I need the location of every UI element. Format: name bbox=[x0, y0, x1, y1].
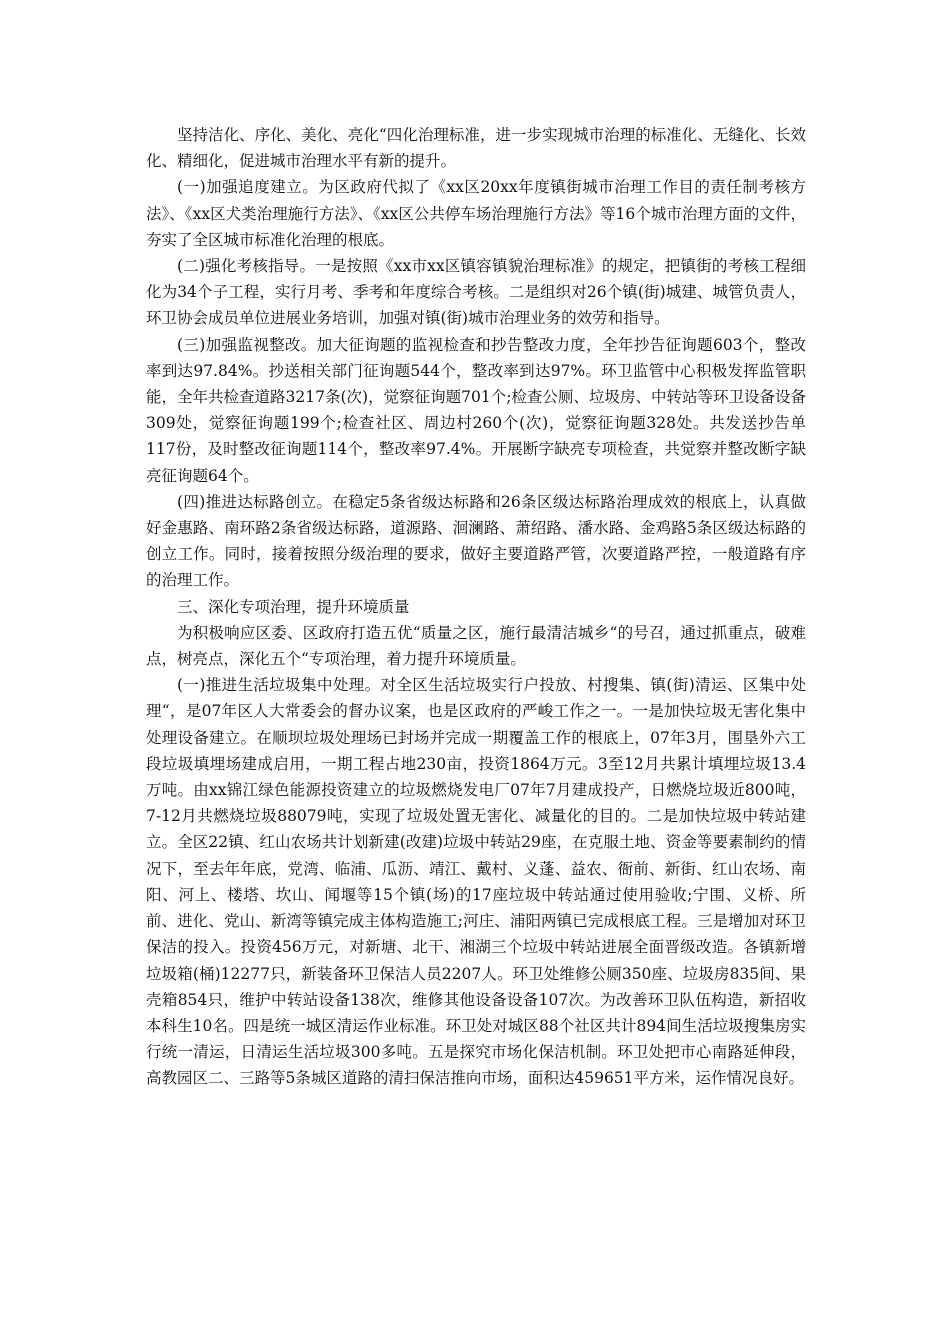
paragraph-section-intro: 为积极响应区委、区政府打造五优“质量之区，施行最清洁城乡“的号召，通过抓重点，破难点，树亮点，深化五个“专项治理，着力提升环境质量。 bbox=[146, 623, 806, 669]
paragraph-item-3: (三)加强监视整改。加大征询题的监视检查和抄告整改力度，全年抄告征询题603个，整改率到达97.84%。抄送相关部门征询题544个，整改率到达97%。环卫监管中心积极发挥监管职能，全年共检查道路3217条(次)，觉察征询题701个;检查公厕、垃圾房、中转站等环卫设备设备309处，觉察征询题199个;检查社区、周边村260个(次)，觉察征询题328处。共发送抄告单117份，及时整改征询题114个，整改率97.4%。开展断字缺亮专项检查，共觉察并整改断字缺亮征询题64个。 bbox=[146, 335, 806, 485]
paragraph-waste-processing: (一)推进生活垃圾集中处理。对全区生活垃圾实行户投放、村搜集、镇(街)清运、区集中处理“，是07年区人大常委会的督办议案，也是区政府的严峻工作之一。一是加快垃圾无害化集中处理设备建立。在顺坝垃圾处理场已封场并完成一期覆盖工作的根底上，07年3月，围垦外六工段垃圾填埋场建成启用，一期工程占地230亩，投资1864万元。3至12月共累计填埋垃圾13.4万吨。由xx锦江绿色能源投资建立的垃圾燃烧发电厂07年7月建成投产，日燃烧垃圾近800吨，7-12月共燃烧垃圾88079吨，实现了垃圾处置无害化、减量化的目的。二是加快垃圾中转站建立。全区22镇、红山农场共计划新建(改建)垃圾中转站29座，在克服土地、资金等要素制约的情况下，至去年年底，党湾、临浦、瓜沥、靖江、戴村、义蓬、益农、衙前、新街、红山农场、南阳、河上、楼塔、坎山、闻堰等15个镇(场)的17座垃圾中转站通过使用验收;宁围、义桥、所前、进化、党山、新湾等镇完成主体构造施工;河庄、浦阳两镇已完成根底工程。三是增加对环卫保洁的投入。投资456万元，对新塘、北干、湘湖三个垃圾中转站进展全面晋级改造。各镇新增垃圾箱(桶)12277只，新装备环卫保洁人员2207人。环卫处维修公厕350座、垃圾房835间、果壳箱854只，维护中转站设备138次，维修其他设备设备107次。为改善环卫队伍构造，新招收本科生10名。四是统一城区清运作业标准。环卫处对城区88个社区共计894间生活垃圾搜集房实行统一清运，日清运生活垃圾300多吨。五是探究市场化保洁机制。环卫处把市心南路延伸段，高教园区二、三路等5条城区道路的清扫保洁推向市场，面积达459651平方米，运作情况良好。 bbox=[146, 676, 806, 1088]
section-heading: 三、深化专项治理，提升环境质量 bbox=[177, 597, 410, 616]
paragraph-item-4: (四)推进达标路创立。在稳定5条省级达标路和26条区级达标路治理成效的根底上，认真做好金惠路、南环路2条省级达标路，道源路、洄澜路、萧绍路、潘水路、金鸡路5条区级达标路的创立工作。同时，接着按照分级治理的要求，做好主要道路严管，次要道路严控，一般道路有序的治理工作。 bbox=[146, 492, 806, 590]
document-body bbox=[146, 122, 806, 1092]
paragraph-item-2: (二)强化考核指导。一是按照《xx市xx区镇容镇貌治理标准》的规定，把镇街的考核工程细化为34个子工程，实行月考、季考和年度综合考核。二是组织对26个镇(街)城建、城管负责人，环卫协会成员单位进展业务培训，加强对镇(街)城市治理业务的效劳和指导。 bbox=[146, 257, 806, 328]
paragraph-item-1: (一)加强追度建立。为区政府代拟了《xx区20xx年度镇街城市治理工作目的责任制考核方法》、《xx区犬类治理施行方法》、《xx区公共停车场治理施行方法》等16个城市治理方面的文件，夯实了全区城市标准化治理的根底。 bbox=[146, 178, 806, 249]
paragraph-intro: 坚持洁化、序化、美化、亮化“四化治理标准，进一步实现城市治理的标准化、无缝化、长效化、精细化，促进城市治理水平有新的提升。 bbox=[146, 126, 806, 171]
